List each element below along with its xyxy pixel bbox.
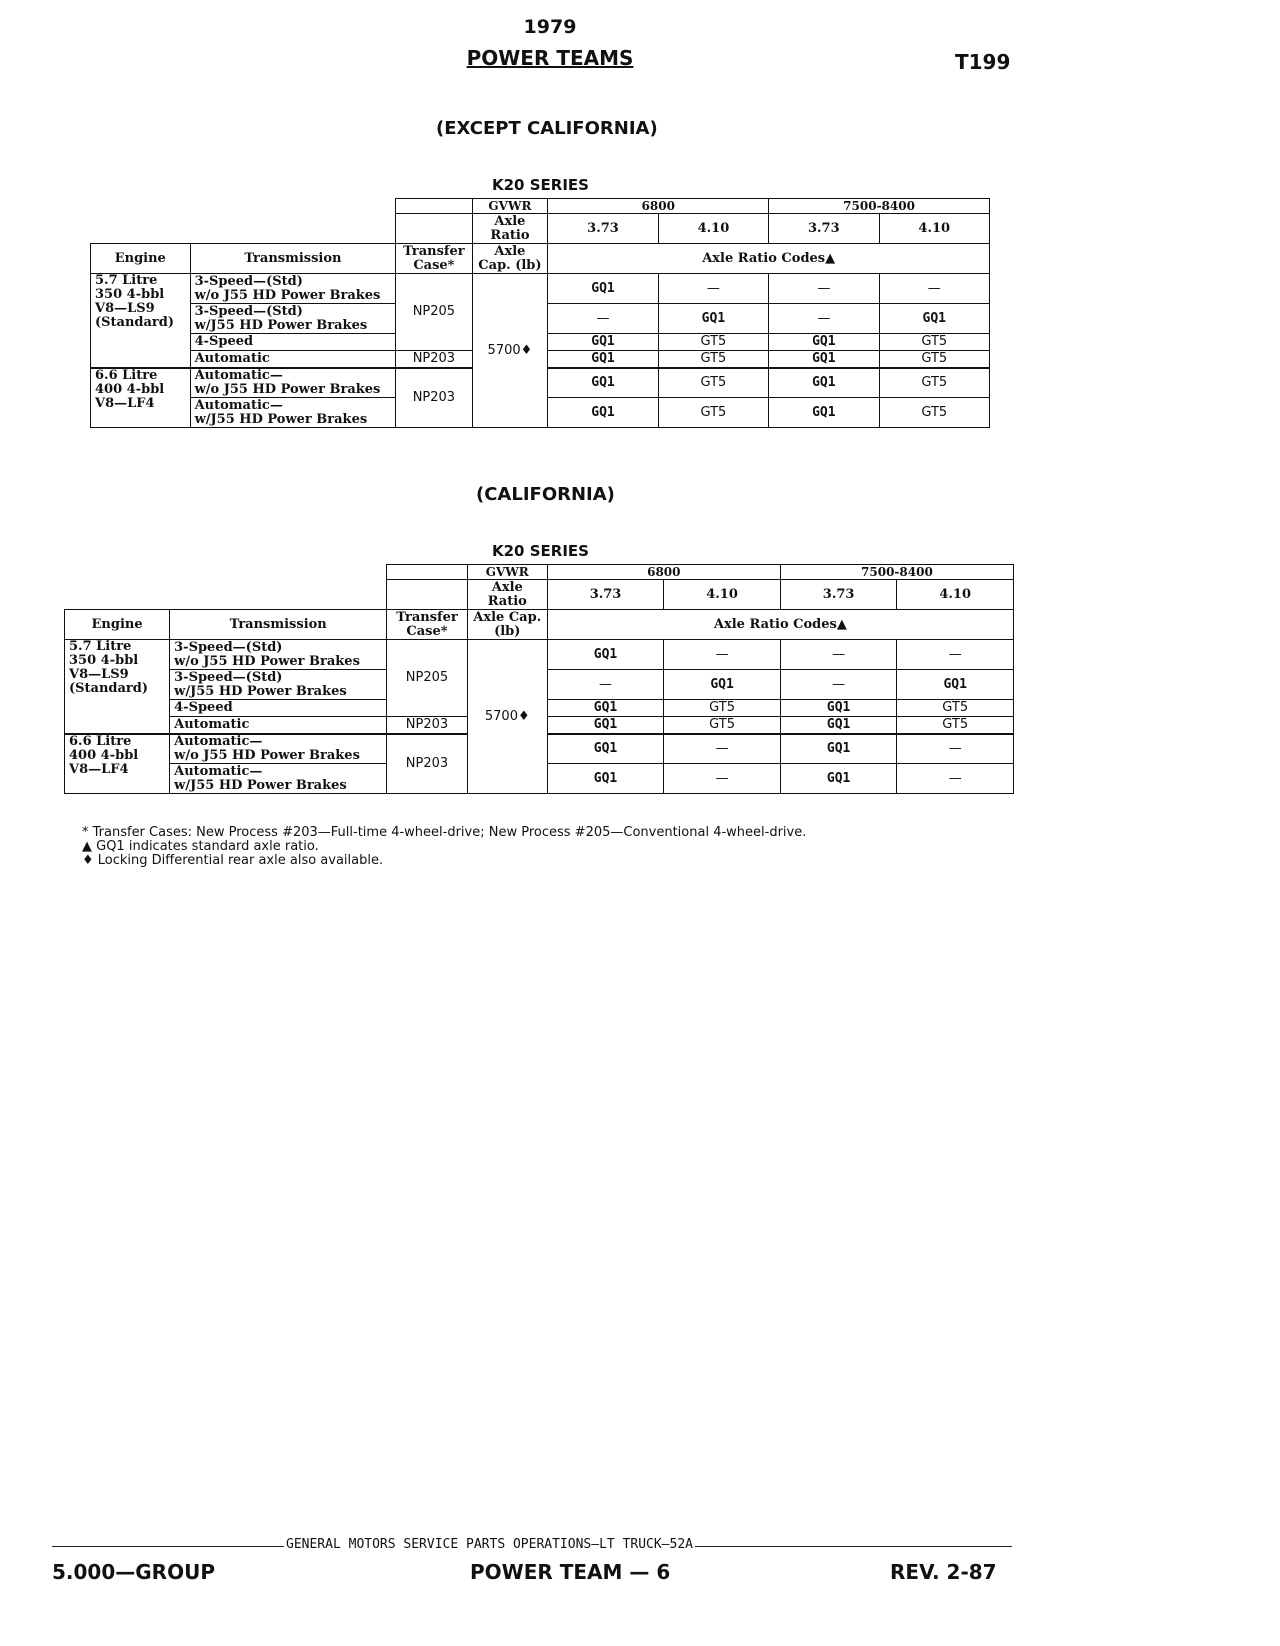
axle-ratio-code: GT5 — [879, 368, 989, 398]
axle-ratio-code: GQ1 — [548, 274, 658, 304]
col-header-transmission: Transmission — [170, 610, 387, 640]
col-header-axle-cap: Axle Cap. (lb) — [472, 244, 548, 274]
table-row — [91, 274, 990, 304]
axle-ratio-value: 3.73 — [547, 580, 664, 610]
axle-ratio-code: GQ1 — [547, 640, 664, 670]
axle-ratio-code: — — [769, 304, 879, 334]
axle-ratio-value: 4.10 — [658, 214, 768, 244]
gvwr-group: 7500-8400 — [780, 565, 1013, 580]
axle-ratio-code: GQ1 — [780, 717, 897, 734]
axle-ratio-code: GQ1 — [548, 368, 658, 398]
axle-ratio-code: GQ1 — [548, 334, 658, 351]
footer-publisher: GENERAL MOTORS SERVICE PARTS OPERATIONS—LT TRUCK—52A — [286, 1537, 693, 1552]
transfer-case-cell: NP203 — [387, 734, 468, 794]
transmission-cell: Automatic — [190, 351, 396, 368]
page-id: T199 — [955, 50, 1011, 74]
axle-ratio-code: GQ1 — [769, 368, 879, 398]
engine-cell: 5.7 Litre 350 4-bbl V8—LS9 (Standard) — [65, 640, 170, 734]
transfer-case-cell: NP203 — [387, 717, 468, 734]
axle-ratio-code: GQ1 — [780, 764, 897, 794]
transfer-case-cell: NP205 — [396, 274, 472, 351]
transmission-cell: Automatic— w/o J55 HD Power Brakes — [170, 734, 387, 764]
power-team-table-california — [64, 564, 1014, 794]
axle-ratio-value: 3.73 — [769, 214, 879, 244]
axle-ratio-code: GT5 — [879, 351, 989, 368]
axle-ratio-code: GQ1 — [547, 700, 664, 717]
axle-ratio-value: 4.10 — [879, 214, 989, 244]
document-year: 1979 — [523, 16, 577, 38]
series-label-2: K20 SERIES — [492, 542, 589, 560]
engine-cell: 5.7 Litre 350 4-bbl V8—LS9 (Standard) — [91, 274, 191, 368]
series-label-1: K20 SERIES — [492, 176, 589, 194]
axle-ratio-code: GT5 — [879, 334, 989, 351]
col-header-transfer-case: Transfer Case* — [396, 244, 472, 274]
transmission-cell: 4-Speed — [190, 334, 396, 351]
document-title: POWER TEAMS — [466, 46, 634, 70]
axle-cap-cell: 5700♦ — [472, 274, 548, 428]
footnotes — [82, 826, 806, 868]
axle-ratio-code: GT5 — [664, 700, 781, 717]
axle-ratio-value: 4.10 — [664, 580, 781, 610]
transmission-cell: 3-Speed—(Std) w/o J55 HD Power Brakes — [170, 640, 387, 670]
axle-ratio-code: — — [658, 274, 768, 304]
axle-ratio-code: — — [780, 670, 897, 700]
axle-ratio-code: GT5 — [658, 334, 768, 351]
transfer-case-cell: NP205 — [387, 640, 468, 717]
axle-ratio-code: GT5 — [664, 717, 781, 734]
axle-ratio-code: GT5 — [897, 717, 1014, 734]
axle-ratio-code: — — [897, 734, 1014, 764]
gvwr-group: 6800 — [547, 565, 780, 580]
transmission-cell: Automatic— w/J55 HD Power Brakes — [170, 764, 387, 794]
col-header-engine: Engine — [65, 610, 170, 640]
transfer-case-cell: NP203 — [396, 351, 472, 368]
axle-ratio-value: 3.73 — [780, 580, 897, 610]
axle-ratio-code: — — [897, 640, 1014, 670]
axle-ratio-code: — — [664, 640, 781, 670]
axle-ratio-code: GQ1 — [769, 334, 879, 351]
axle-ratio-code: GQ1 — [664, 670, 781, 700]
transmission-cell: 3-Speed—(Std) w/J55 HD Power Brakes — [170, 670, 387, 700]
col-header-axle-ratio-codes: Axle Ratio Codes▲ — [548, 244, 990, 274]
axle-ratio-code: GQ1 — [780, 700, 897, 717]
axle-ratio-code: GQ1 — [780, 734, 897, 764]
axle-ratio-code: — — [769, 274, 879, 304]
axle-ratio-code: GQ1 — [658, 304, 768, 334]
blank-corner — [91, 214, 396, 244]
engine-cell: 6.6 Litre 400 4-bbl V8—LF4 — [65, 734, 170, 794]
col-header-axle-ratio-codes: Axle Ratio Codes▲ — [547, 610, 1013, 640]
engine-cell: 6.6 Litre 400 4-bbl V8—LF4 — [91, 368, 191, 428]
transfer-case-cell: NP203 — [396, 368, 472, 428]
power-team-table-except-california — [90, 198, 990, 428]
footer-revision: REV. 2-87 — [890, 1560, 997, 1584]
axle-ratio-code: GQ1 — [547, 717, 664, 734]
axle-ratio-label: Axle Ratio — [467, 580, 547, 610]
axle-ratio-value: 4.10 — [897, 580, 1014, 610]
footer-section: POWER TEAM — 6 — [470, 1560, 671, 1584]
axle-ratio-code: GQ1 — [897, 670, 1014, 700]
axle-ratio-code: GQ1 — [769, 351, 879, 368]
gvwr-label: GVWR — [467, 565, 547, 580]
blank-cell — [396, 199, 472, 214]
footnote-standard-axle: ▲ GQ1 indicates standard axle ratio. — [82, 839, 319, 854]
footnote-locking-diff: ♦ Locking Differential rear axle also available. — [82, 853, 384, 868]
blank-cell — [396, 214, 472, 244]
axle-ratio-code: — — [664, 734, 781, 764]
axle-ratio-code: — — [664, 764, 781, 794]
transmission-cell: 3-Speed—(Std) w/o J55 HD Power Brakes — [190, 274, 396, 304]
section-heading-california: (CALIFORNIA) — [476, 484, 615, 505]
axle-ratio-label: Axle Ratio — [472, 214, 548, 244]
table-row — [65, 640, 1014, 670]
footer-group: 5.000—GROUP — [52, 1560, 215, 1584]
axle-ratio-code: GQ1 — [879, 304, 989, 334]
axle-ratio-code: GT5 — [658, 368, 768, 398]
transmission-cell: 3-Speed—(Std) w/J55 HD Power Brakes — [190, 304, 396, 334]
axle-ratio-code: — — [879, 274, 989, 304]
footnote-transfer-cases: * Transfer Cases: New Process #203—Full-time 4-wheel-drive; New Process #205—Conventional 4-wheel-drive. — [82, 825, 807, 840]
axle-ratio-code: GT5 — [658, 351, 768, 368]
axle-ratio-code: GQ1 — [548, 351, 658, 368]
blank-corner — [91, 199, 396, 214]
axle-ratio-code: GQ1 — [547, 764, 664, 794]
gvwr-group: 6800 — [548, 199, 769, 214]
axle-ratio-code: GQ1 — [548, 398, 658, 428]
axle-ratio-code: — — [897, 764, 1014, 794]
axle-cap-cell: 5700♦ — [467, 640, 547, 794]
axle-ratio-code: — — [547, 670, 664, 700]
blank-cell — [387, 565, 468, 580]
transmission-cell: Automatic — [170, 717, 387, 734]
gvwr-label: GVWR — [472, 199, 548, 214]
blank-corner — [65, 565, 387, 580]
axle-ratio-code: GT5 — [658, 398, 768, 428]
axle-ratio-code: GQ1 — [547, 734, 664, 764]
axle-ratio-code: — — [780, 640, 897, 670]
axle-ratio-code: — — [548, 304, 658, 334]
blank-corner — [65, 580, 387, 610]
blank-cell — [387, 580, 468, 610]
axle-ratio-value: 3.73 — [548, 214, 658, 244]
axle-ratio-code: GT5 — [879, 398, 989, 428]
gvwr-group: 7500-8400 — [769, 199, 990, 214]
transmission-cell: 4-Speed — [170, 700, 387, 717]
axle-ratio-code: GQ1 — [769, 398, 879, 428]
transmission-cell: Automatic— w/o J55 HD Power Brakes — [190, 368, 396, 398]
section-heading-except-california: (EXCEPT CALIFORNIA) — [436, 118, 658, 139]
axle-ratio-code: GT5 — [897, 700, 1014, 717]
col-header-axle-cap: Axle Cap. (lb) — [467, 610, 547, 640]
col-header-engine: Engine — [91, 244, 191, 274]
col-header-transmission: Transmission — [190, 244, 396, 274]
col-header-transfer-case: Transfer Case* — [387, 610, 468, 640]
transmission-cell: Automatic— w/J55 HD Power Brakes — [190, 398, 396, 428]
